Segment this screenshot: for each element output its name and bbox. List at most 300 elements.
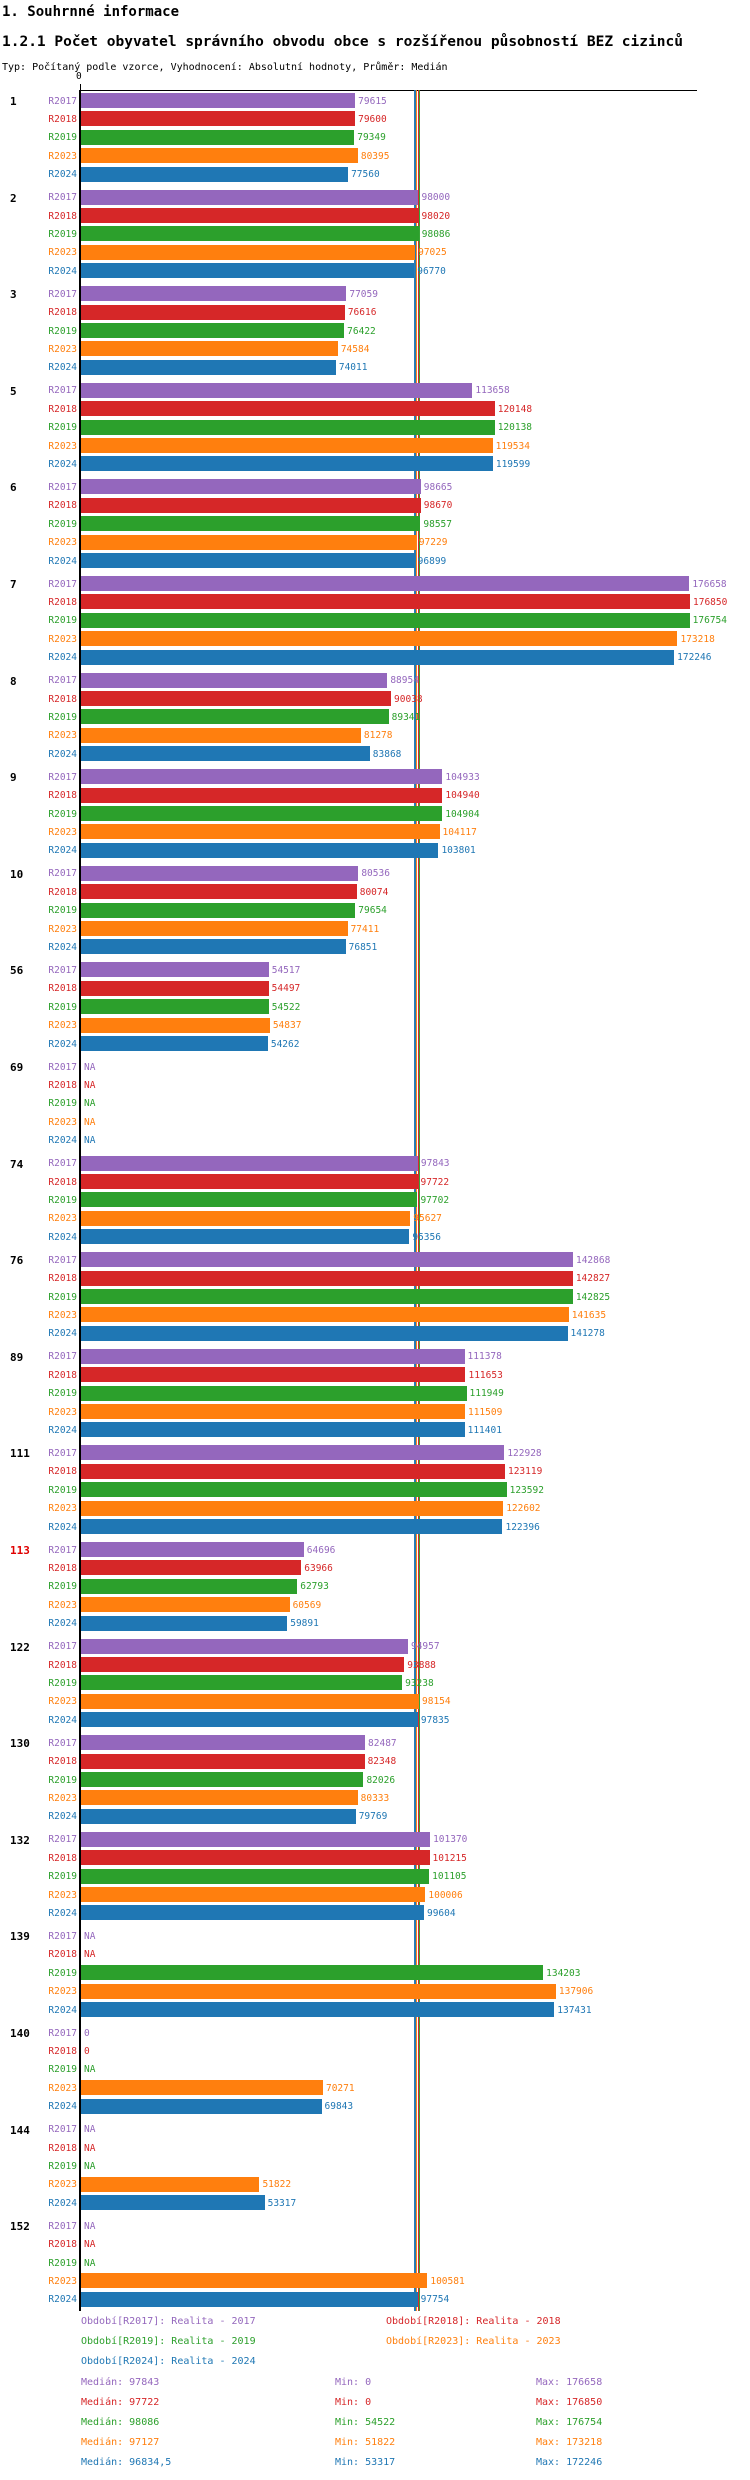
value-label: 98086 — [421, 228, 451, 240]
value-label: 99604 — [426, 1907, 456, 1919]
value-label: 111949 — [469, 1388, 504, 1400]
value-label: 54837 — [272, 1020, 302, 1032]
value-label: NA — [84, 1116, 96, 1128]
year-label: R2018 — [48, 2142, 77, 2154]
group-label: 74 — [10, 1157, 24, 1171]
year-label: R2018 — [48, 886, 77, 898]
group-label: 140 — [10, 2027, 30, 2040]
bar — [81, 594, 690, 609]
value-label: 123592 — [509, 1484, 544, 1496]
year-label: R2019 — [48, 2064, 77, 2076]
value-label: 94957 — [410, 1641, 440, 1653]
bar — [81, 843, 438, 858]
group-label: 56 — [10, 964, 24, 978]
bar — [81, 1887, 425, 1902]
legend-period-r2023: Období[R2023]: Realita - 2023 — [386, 2336, 561, 2347]
group-label: 9 — [10, 771, 17, 785]
legend-min-r2018: Min: 0 — [335, 2397, 372, 2408]
bar — [81, 1850, 430, 1865]
year-label: R2018 — [48, 210, 77, 222]
year-label: R2023 — [48, 826, 77, 838]
bar — [81, 1712, 418, 1727]
bar — [81, 1501, 503, 1516]
group-label: 3 — [10, 288, 17, 302]
bar — [81, 1790, 358, 1805]
bar — [81, 981, 269, 996]
year-label: R2018 — [48, 2045, 77, 2057]
year-label: R2019 — [48, 2160, 77, 2172]
bar — [81, 650, 674, 665]
year-label: R2017 — [48, 578, 77, 590]
year-label: R2023 — [48, 633, 77, 645]
value-label: NA — [84, 1949, 96, 1961]
bar — [81, 305, 345, 320]
value-label: 111401 — [467, 1424, 502, 1436]
year-label: R2019 — [48, 1001, 77, 1013]
group-label: 1 — [10, 95, 17, 108]
bar — [81, 323, 344, 338]
value-label: 76616 — [347, 307, 377, 319]
year-label: R2017 — [48, 1737, 77, 1749]
chart-title: 1.2.1 Počet obyvatel správního obvodu obce s rozšířenou působností BEZ cizinců — [2, 34, 683, 50]
bar — [81, 1905, 424, 1920]
bar — [81, 226, 419, 241]
year-label: R2024 — [48, 2197, 77, 2209]
year-label: R2019 — [48, 1774, 77, 1786]
year-label: R2018 — [48, 113, 77, 125]
bar — [81, 130, 354, 145]
year-label: R2018 — [48, 693, 77, 705]
bar — [81, 691, 391, 706]
legend-median-r2024: Medián: 96834,5 — [81, 2457, 172, 2468]
value-label: 54522 — [271, 1001, 301, 1013]
year-label: R2018 — [48, 1949, 77, 1961]
group-label: 130 — [10, 1737, 30, 1751]
bar — [81, 516, 420, 531]
value-label: 51822 — [262, 2179, 292, 2191]
legend-period-r2017: Období[R2017]: Realita - 2017 — [81, 2316, 256, 2327]
year-label: R2019 — [48, 325, 77, 337]
year-label: R2024 — [48, 1135, 77, 1147]
value-label: 54262 — [270, 1038, 300, 1050]
bar — [81, 456, 493, 471]
year-label: R2023 — [48, 343, 77, 355]
legend-period-r2024: Období[R2024]: Realita - 2024 — [81, 2356, 256, 2367]
year-label: R2018 — [48, 790, 77, 802]
year-label: R2019 — [48, 1291, 77, 1303]
year-label: R2019 — [48, 1677, 77, 1689]
bar — [81, 1519, 502, 1534]
year-label: R2018 — [48, 1273, 77, 1285]
value-label: NA — [84, 1135, 96, 1147]
bar — [81, 1694, 419, 1709]
bar — [81, 746, 370, 761]
value-label: 141635 — [571, 1309, 607, 1321]
value-label: 97722 — [420, 1176, 450, 1188]
bar — [81, 1271, 573, 1286]
bar — [81, 866, 358, 881]
bar — [81, 884, 357, 899]
value-label: 54497 — [271, 983, 301, 995]
legend-min-r2019: Min: 54522 — [335, 2417, 396, 2428]
value-label: 93888 — [407, 1659, 436, 1671]
value-label: 80395 — [360, 150, 390, 162]
bar — [81, 576, 689, 591]
bar — [81, 1229, 409, 1244]
value-label: 142868 — [575, 1254, 611, 1266]
value-label: 54517 — [271, 964, 301, 976]
value-label: 98000 — [421, 192, 451, 204]
value-label: 98557 — [423, 518, 452, 530]
year-label: R2018 — [48, 1079, 77, 1091]
legend-min-r2017: Min: 0 — [335, 2377, 372, 2388]
bar — [81, 1386, 467, 1401]
bar — [81, 962, 269, 977]
bar — [81, 360, 336, 375]
year-label: R2024 — [48, 845, 77, 857]
bar — [81, 2292, 418, 2307]
year-label: R2019 — [48, 1967, 77, 1979]
year-label: R2017 — [48, 1447, 77, 1459]
value-label: 173218 — [680, 633, 715, 645]
value-label: 74011 — [338, 362, 368, 374]
value-label: 137906 — [558, 1986, 594, 1998]
group-label: 113 — [10, 1544, 30, 1557]
year-label: R2019 — [48, 1484, 77, 1496]
value-label: 101215 — [432, 1852, 467, 1864]
year-label: R2018 — [48, 500, 77, 512]
bar — [81, 999, 269, 1014]
year-label: R2018 — [48, 596, 77, 608]
value-label: 134203 — [546, 1967, 581, 1979]
bar — [81, 1349, 465, 1364]
year-label: R2024 — [48, 2004, 77, 2016]
year-label: R2024 — [48, 555, 77, 567]
year-label: R2023 — [48, 1889, 77, 1901]
bar — [81, 824, 440, 839]
value-label: 53317 — [267, 2197, 297, 2209]
year-label: R2024 — [48, 1714, 77, 1726]
bar — [81, 1675, 402, 1690]
value-label: 141278 — [570, 1328, 605, 1340]
x-axis-zero-label: 0 — [76, 71, 82, 82]
bar — [81, 806, 442, 821]
bar — [81, 438, 493, 453]
value-label: 80536 — [361, 868, 390, 880]
value-label: NA — [84, 2064, 96, 2076]
value-label: 79349 — [357, 132, 386, 144]
legend-max-r2024: Max: 172246 — [536, 2457, 603, 2468]
value-label: NA — [84, 1079, 96, 1091]
legend-period-r2018: Období[R2018]: Realita - 2018 — [386, 2316, 561, 2327]
bar — [81, 167, 348, 182]
year-label: R2018 — [48, 1466, 77, 1478]
bar — [81, 939, 346, 954]
year-label: R2023 — [48, 923, 77, 935]
year-label: R2017 — [48, 2124, 77, 2136]
value-label: 142827 — [575, 1273, 611, 1285]
year-label: R2017 — [48, 964, 77, 976]
bar — [81, 1869, 429, 1884]
value-label: 59891 — [290, 1618, 319, 1630]
value-label: 176850 — [693, 596, 728, 608]
value-label: 122602 — [506, 1503, 541, 1515]
legend-max-r2019: Max: 176754 — [536, 2417, 603, 2428]
group-label: 111 — [10, 1447, 30, 1461]
year-label: R2017 — [48, 1158, 77, 1170]
year-label: R2023 — [48, 1696, 77, 1708]
year-label: R2023 — [48, 730, 77, 742]
bar — [81, 788, 442, 803]
value-label: 176754 — [692, 615, 727, 627]
year-label: R2023 — [48, 1020, 77, 1032]
legend-median-r2023: Medián: 97127 — [81, 2437, 160, 2448]
bar — [81, 93, 355, 108]
legend-max-r2018: Max: 176850 — [536, 2397, 603, 2408]
bar — [81, 728, 361, 743]
value-label: NA — [84, 2257, 96, 2269]
value-label: 111378 — [467, 1351, 502, 1363]
year-label: R2018 — [48, 403, 77, 415]
year-label: R2019 — [48, 132, 77, 144]
legend-max-r2023: Max: 173218 — [536, 2437, 603, 2448]
value-label: 98020 — [421, 210, 451, 222]
year-label: R2019 — [48, 518, 77, 530]
year-label: R2024 — [48, 1618, 77, 1630]
bar — [81, 1832, 430, 1847]
bar — [81, 1422, 465, 1437]
value-label: NA — [84, 2142, 96, 2154]
year-label: R2018 — [48, 1756, 77, 1768]
year-label: R2018 — [48, 1176, 77, 1188]
year-label: R2017 — [48, 288, 77, 300]
value-label: 79769 — [358, 1811, 388, 1823]
group-label: 89 — [10, 1350, 24, 1364]
year-label: R2024 — [48, 748, 77, 760]
year-label: R2019 — [48, 1871, 77, 1883]
bar — [81, 341, 338, 356]
year-label: R2023 — [48, 1503, 77, 1515]
group-label: 2 — [10, 191, 17, 205]
value-label: NA — [84, 2124, 96, 2136]
group-label: 8 — [10, 674, 17, 688]
value-label: 89341 — [391, 711, 421, 723]
value-label: 98665 — [423, 481, 453, 493]
chart-meta: Typ: Počítaný podle vzorce, Vyhodnocení: Absolutní hodnoty, Průměr: Medián — [2, 62, 448, 73]
section-title: 1. Souhrnné informace — [2, 4, 180, 20]
value-label: 176658 — [692, 578, 727, 590]
value-label: 119534 — [495, 440, 530, 452]
year-label: R2019 — [48, 228, 77, 240]
value-label: 64696 — [306, 1544, 336, 1556]
year-label: R2017 — [48, 1834, 77, 1846]
value-label: 82348 — [367, 1756, 397, 1768]
year-label: R2018 — [48, 1562, 77, 1574]
value-label: NA — [84, 2239, 96, 2251]
year-label: R2019 — [48, 1388, 77, 1400]
year-label: R2018 — [48, 1659, 77, 1671]
bar — [81, 1809, 356, 1824]
year-label: R2023 — [48, 1986, 77, 1998]
bar — [81, 921, 348, 936]
bar — [81, 1156, 418, 1171]
value-label: 98154 — [422, 1696, 451, 1708]
year-label: R2017 — [48, 385, 77, 397]
value-label: 0 — [84, 2027, 90, 2039]
year-label: R2017 — [48, 2027, 77, 2039]
bar — [81, 631, 677, 646]
year-label: R2024 — [48, 1424, 77, 1436]
group-label: 7 — [10, 578, 17, 591]
group-label: 152 — [10, 2220, 30, 2234]
legend-min-r2024: Min: 53317 — [335, 2457, 396, 2468]
group-label: 76 — [10, 1254, 24, 1268]
legend-median-r2019: Medián: 98086 — [81, 2417, 160, 2428]
value-label: 111653 — [468, 1369, 503, 1381]
bar — [81, 148, 358, 163]
year-label: R2023 — [48, 150, 77, 162]
bar — [81, 1326, 568, 1341]
value-label: 103801 — [441, 845, 476, 857]
value-label: 100006 — [428, 1889, 463, 1901]
value-label: 97754 — [420, 2294, 450, 2306]
legend-median-r2018: Medián: 97722 — [81, 2397, 160, 2408]
bar — [81, 1211, 410, 1226]
bar — [81, 1772, 363, 1787]
year-label: R2023 — [48, 440, 77, 452]
value-label: NA — [84, 1098, 96, 1110]
value-label: 142825 — [575, 1291, 611, 1303]
bar — [81, 263, 414, 278]
value-label: 88954 — [390, 675, 419, 687]
value-label: 101105 — [432, 1871, 467, 1883]
value-label: 95356 — [412, 1231, 441, 1243]
bar — [81, 2002, 554, 2017]
value-label: 74584 — [340, 343, 370, 355]
year-label: R2024 — [48, 2294, 77, 2306]
value-label: 82026 — [366, 1774, 396, 1786]
value-label: 104933 — [445, 771, 480, 783]
value-label: 70271 — [325, 2082, 355, 2094]
value-label: 79654 — [358, 905, 387, 917]
year-label: R2024 — [48, 169, 77, 181]
bar — [81, 479, 421, 494]
bar — [81, 2177, 259, 2192]
year-label: R2024 — [48, 652, 77, 664]
bar — [81, 903, 355, 918]
bar — [81, 1464, 505, 1479]
year-label: R2023 — [48, 1406, 77, 1418]
year-label: R2024 — [48, 1038, 77, 1050]
value-label: 63966 — [304, 1562, 333, 1574]
value-label: 93238 — [405, 1677, 434, 1689]
legend-min-r2023: Min: 51822 — [335, 2437, 396, 2448]
year-label: R2017 — [48, 1930, 77, 1942]
year-label: R2024 — [48, 362, 77, 374]
year-label: R2018 — [48, 307, 77, 319]
bar — [81, 1404, 465, 1419]
bar — [81, 2273, 427, 2288]
legend-period-r2019: Období[R2019]: Realita - 2019 — [81, 2336, 256, 2347]
year-label: R2018 — [48, 983, 77, 995]
value-label: 97843 — [420, 1158, 450, 1170]
value-label: 95627 — [413, 1213, 442, 1225]
bar — [81, 535, 416, 550]
year-label: R2024 — [48, 265, 77, 277]
bar — [81, 208, 419, 223]
bar — [81, 1367, 465, 1382]
value-label: 120138 — [497, 422, 533, 434]
value-label: 123119 — [507, 1466, 543, 1478]
value-label: 137431 — [557, 2004, 592, 2016]
value-label: 76851 — [348, 941, 378, 953]
group-label: 139 — [10, 1930, 30, 1944]
bar — [81, 498, 421, 513]
x-axis-line — [79, 90, 697, 91]
value-label: 0 — [84, 2045, 90, 2057]
value-label: 97835 — [420, 1714, 450, 1726]
bar — [81, 190, 418, 205]
year-label: R2018 — [48, 1852, 77, 1864]
year-label: R2019 — [48, 808, 77, 820]
year-label: R2023 — [48, 2275, 77, 2287]
value-label: 104904 — [445, 808, 480, 820]
value-label: 83868 — [372, 748, 402, 760]
bar — [81, 1542, 304, 1557]
year-label: R2018 — [48, 2239, 77, 2251]
bar — [81, 2080, 323, 2095]
bar — [81, 1965, 543, 1980]
year-label: R2017 — [48, 1254, 77, 1266]
legend-median-r2017: Medián: 97843 — [81, 2377, 160, 2388]
value-label: 81278 — [363, 730, 393, 742]
value-label: 172246 — [677, 652, 712, 664]
value-label: 96770 — [417, 265, 446, 277]
bar — [81, 1018, 270, 1033]
value-label: 122928 — [507, 1447, 542, 1459]
value-label: 97025 — [418, 247, 447, 259]
value-label: 96899 — [417, 555, 447, 567]
legend-max-r2017: Max: 176658 — [536, 2377, 603, 2388]
value-label: 90038 — [394, 693, 423, 705]
value-label: 77411 — [350, 923, 380, 935]
value-label: 80333 — [360, 1792, 390, 1804]
bar — [81, 1192, 417, 1207]
bar — [81, 613, 690, 628]
bar — [81, 1560, 301, 1575]
year-label: R2017 — [48, 95, 77, 107]
year-label: R2023 — [48, 537, 77, 549]
value-label: 82487 — [368, 1737, 397, 1749]
value-label: 69843 — [324, 2101, 354, 2113]
year-label: R2019 — [48, 422, 77, 434]
bar — [81, 286, 346, 301]
bar — [81, 2099, 322, 2114]
group-label: 69 — [10, 1061, 24, 1074]
year-label: R2023 — [48, 1792, 77, 1804]
year-label: R2017 — [48, 1351, 77, 1363]
value-label: NA — [84, 1930, 96, 1942]
group-label: 122 — [10, 1640, 30, 1654]
year-label: R2024 — [48, 2101, 77, 2113]
year-label: R2023 — [48, 1116, 77, 1128]
value-label: 62793 — [300, 1581, 329, 1593]
bar — [81, 1036, 268, 1051]
bar — [81, 1735, 365, 1750]
bar — [81, 769, 442, 784]
bar — [81, 1616, 287, 1631]
year-label: R2024 — [48, 1328, 77, 1340]
